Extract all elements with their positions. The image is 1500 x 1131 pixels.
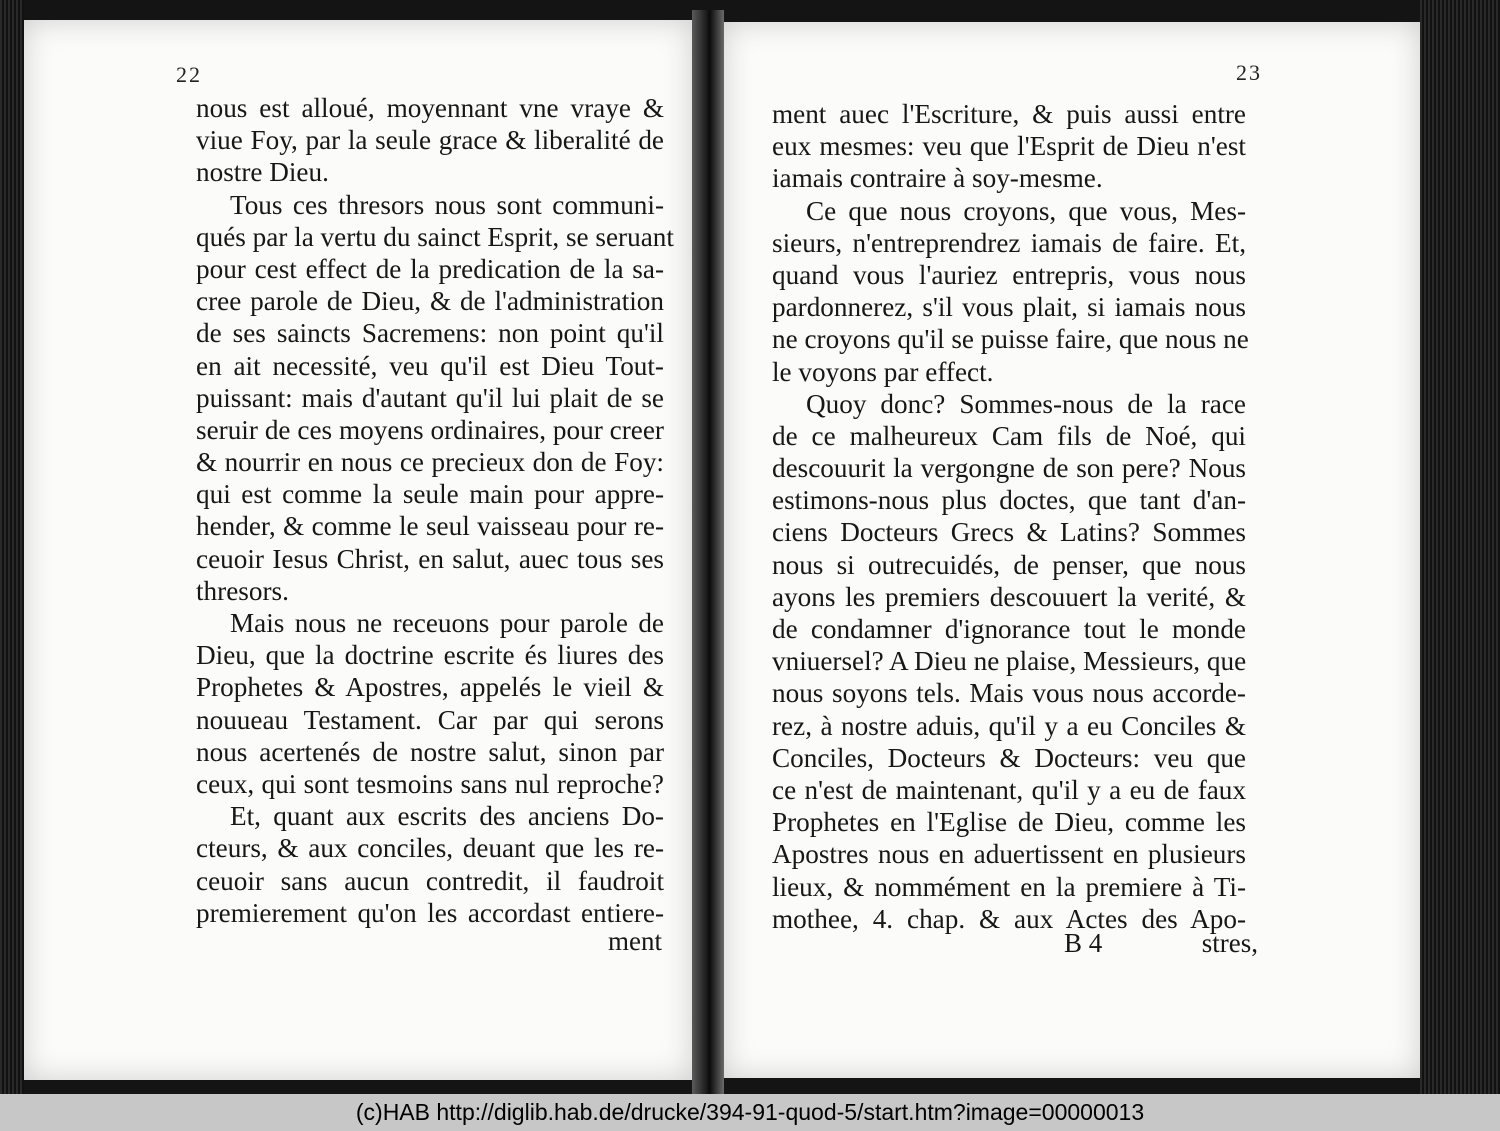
left-page-text-line: Tous ces thresors nous sont communi- <box>230 189 664 220</box>
left-page-text-line: Et, quant aux escrits des anciens Do- <box>230 801 664 832</box>
left-page-text-line: Dieu, que la doctrine escrite és liures des <box>196 640 664 671</box>
left-page-edges <box>0 0 24 1094</box>
right-page-text-line: de ce malheureux Cam fils de Noé, qui <box>772 420 1246 451</box>
right-page-text-line: Apostres nous en aduertissent en plusieurs <box>772 839 1246 870</box>
right-page-text-line: Quoy donc? Sommes-nous de la race <box>806 388 1246 419</box>
left-page-text-line: nous est alloué, moyennant vne vraye & <box>196 93 664 123</box>
right-page-text-line: Conciles, Docteurs & Docteurs: veu que <box>772 742 1246 773</box>
right-page-text-line: sieurs, n'entreprendrez iamais de faire. Et, <box>772 227 1246 258</box>
right-page-text-line: Ce que nous croyons, que vous, Mes- <box>806 195 1246 226</box>
left-page <box>24 20 692 1080</box>
right-page <box>724 22 1420 1078</box>
left-page-text-line: hender, & comme le seul vaisseau pour re- <box>196 511 664 542</box>
right-page-text-line: quand vous l'auriez entrepris, vous nous <box>772 259 1246 290</box>
left-page-text <box>196 92 674 929</box>
right-page-text-line: ment auec l'Escriture, & puis aussi entre <box>772 99 1246 129</box>
right-page-text-line: lieux, & nommément en la premiere à Ti- <box>772 871 1246 902</box>
right-page-text-line: de condamner d'ignorance tout le monde <box>772 614 1246 644</box>
left-page-text-line: nous acertenés de nostre salut, sinon par <box>196 736 664 767</box>
book-gutter <box>692 10 724 1094</box>
right-page-text-line: nous soyons tels. Mais vous nous accorde- <box>772 678 1246 709</box>
left-page-text-line: thresors. <box>196 575 289 606</box>
left-page-text-line: nouueau Testament. Car par qui serons <box>196 704 664 735</box>
right-page-text-line: estimons-nous plus doctes, que tant d'an- <box>772 485 1246 516</box>
right-page-number: 23 <box>1236 60 1262 85</box>
right-catchword: stres, <box>1201 928 1258 958</box>
copyright-footer: (c)HAB http://diglib.hab.de/drucke/394-91-quod-5/start.htm?image=00000013 <box>0 1094 1500 1131</box>
left-page-text-line: en ait necessité, veu qu'il est Dieu Tout- <box>196 350 664 381</box>
left-page-text-line: ceuoir sans aucun contredit, il faudroit <box>196 865 664 896</box>
right-page-text-line: eux mesmes: veu que l'Esprit de Dieu n'est <box>772 131 1246 162</box>
left-page-text-line: pour cest effect de la predication de la sa- <box>196 253 664 284</box>
right-page-text-line: mothee, 4. chap. & aux Actes des Apo- <box>772 903 1246 934</box>
left-page-text-line: qués par la vertu du sainct Esprit, se seruant <box>196 221 674 252</box>
right-page-text-line: Prophetes en l'Eglise de Dieu, comme les <box>772 807 1246 838</box>
right-page-text-line: ayons les premiers descouuert la verité, & <box>772 581 1246 612</box>
left-page-text-line: viue Foy, par la seule grace & liberalité de <box>196 125 664 156</box>
right-page-text-line: descouurit la vergongne de son pere? Nous <box>772 453 1246 484</box>
right-page-text-line: pardonnerez, s'il vous plait, si iamais nous <box>772 292 1246 323</box>
left-page-text-line: Mais nous ne receuons pour parole de <box>230 608 664 638</box>
left-page-text-line: de ses saincts Sacremens: non point qu'il <box>196 318 664 349</box>
signature-mark: B 4 <box>1064 928 1103 958</box>
left-page-text-line: puissant: mais d'autant qu'il lui plait de se <box>196 382 664 413</box>
right-page-text-line: nous si outrecuidés, de penser, que nous <box>772 549 1246 580</box>
left-page-text-line: Prophetes & Apostres, appelés le vieil & <box>196 672 664 703</box>
right-page-text-line: ciens Docteurs Grecs & Latins? Sommes <box>772 517 1246 548</box>
left-page-text-line: cteurs, & aux conciles, deuant que les re- <box>196 833 664 864</box>
right-page-text-line: iamais contraire à soy-mesme. <box>772 163 1103 194</box>
left-page-text-line: & nourrir en nous ce precieux don de Foy: <box>196 447 664 478</box>
right-page-text-line: le voyons par effect. <box>772 356 994 387</box>
right-page-text <box>772 98 1249 935</box>
left-page-text-line: nostre Dieu. <box>196 157 329 188</box>
right-page-text-line: vniuersel? A Dieu ne plaise, Messieurs, que <box>772 646 1247 677</box>
right-page-text-line: rez, à nostre aduis, qu'il y a eu Conciles & <box>772 710 1246 741</box>
left-page-text-line: premierement qu'on les accordast entiere- <box>196 897 664 928</box>
left-page-text-line: ceux, qui sont tesmoins sans nul reproche? <box>196 768 664 799</box>
left-page-text-line: seruir de ces moyens ordinaires, pour creer <box>196 414 664 445</box>
left-page-text-line: qui est comme la seule main pour appre- <box>196 479 664 510</box>
left-page-text-line: cree parole de Dieu, & de l'administration <box>196 286 664 317</box>
left-page-text-line: ceuoir Iesus Christ, en salut, auec tous ses <box>196 543 664 574</box>
right-page-text-line: ne croyons qu'il se puisse faire, que nous ne <box>772 324 1249 355</box>
right-page-edges <box>1420 0 1500 1094</box>
right-page-text-line: ce n'est de maintenant, qu'il y a eu de faux <box>772 774 1246 805</box>
left-page-number: 22 <box>176 62 202 87</box>
left-catchword: ment <box>608 926 662 956</box>
